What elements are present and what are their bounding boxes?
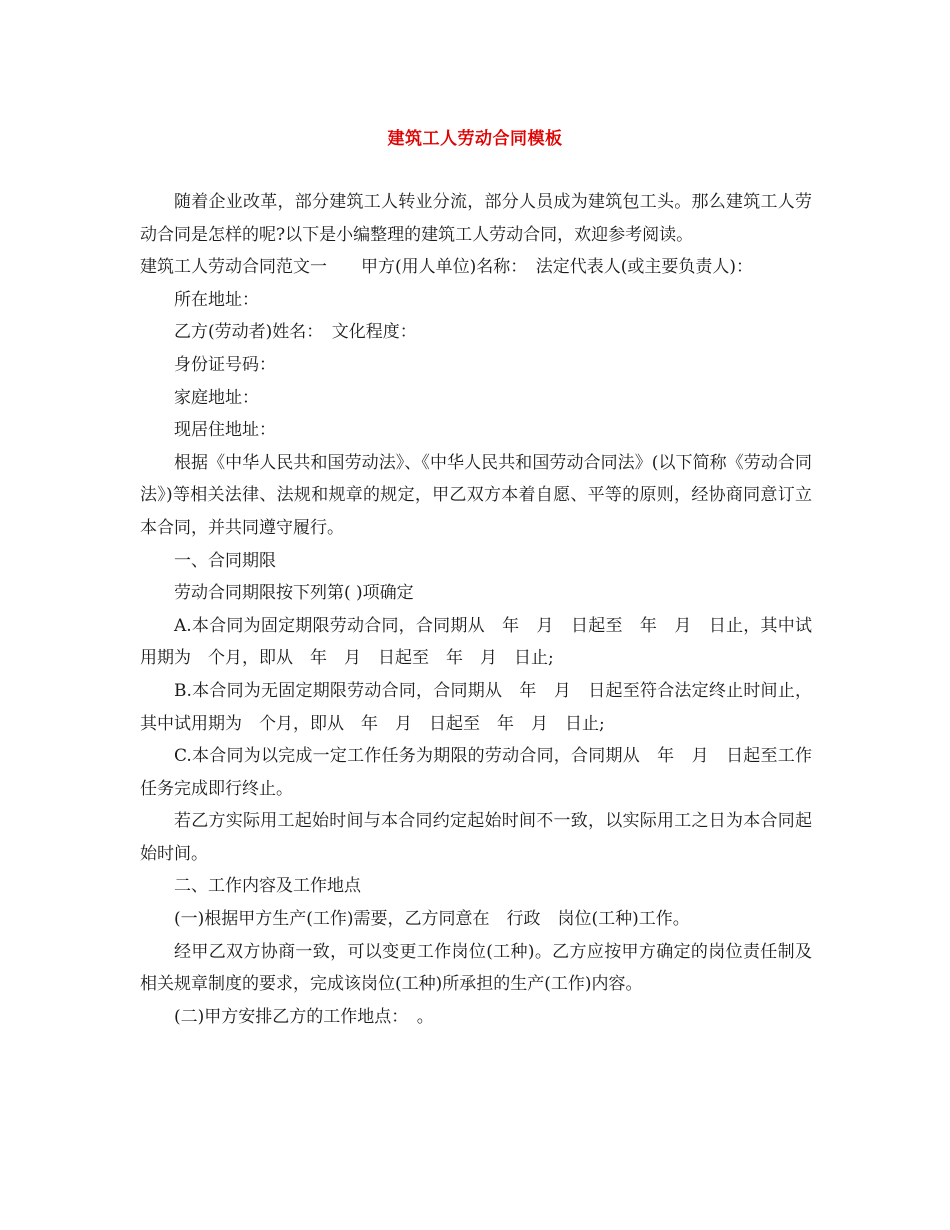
- section-heading-work-content: 二、工作内容及工作地点: [174, 876, 361, 897]
- paragraph-job-position: (一)根据甲方生产(工作)需要，乙方同意在 行政 岗位(工种)工作。: [174, 909, 690, 930]
- section-heading-contract-term: 一、合同期限: [174, 550, 276, 571]
- paragraph-id-number: 身份证号码：: [174, 354, 276, 375]
- paragraph-option-b: B.本合同为无固定期限劳动合同，合同期从 年 月 日起至符合法定终止时间止，其中试用期为 个月，即从 年 月 日起至 年 月 日止;: [140, 680, 812, 734]
- paragraph-party-a-address: 所在地址：: [174, 289, 259, 310]
- paragraph-party-b-name: 乙方(劳动者)姓名： 文化程度：: [174, 322, 417, 343]
- paragraph-home-address: 家庭地址：: [174, 387, 259, 408]
- paragraph-job-change: 经甲乙双方协商一致，可以变更工作岗位(工种)。乙方应按甲方确定的岗位责任制及相关规章制度的要求，完成该岗位(工种)所承担的生产(工作)内容。: [140, 941, 812, 995]
- paragraph-option-a: A.本合同为固定期限劳动合同，合同期从 年 月 日起至 年 月 日止，其中试用期为 个月，即从 年 月 日起至 年 月 日止;: [140, 615, 812, 669]
- paragraph-term-selection: 劳动合同期限按下列第( )项确定: [174, 583, 414, 604]
- paragraph-current-address: 现居住地址：: [174, 420, 276, 441]
- document-title: 建筑工人劳动合同模板: [387, 129, 563, 149]
- document-body: [140, 186, 812, 1033]
- paragraph-legal-basis: 根据《中华人民共和国劳动法》、《中华人民共和国劳动合同法》(以下简称《劳动合同法》)等相关法律、法规和规章的规定，甲乙双方本着自愿、平等的原则，经协商同意订立本合同，并共同遵守履行。: [140, 452, 812, 538]
- paragraph-intro: 随着企业改革，部分建筑工人转业分流，部分人员成为建筑包工头。那么建筑工人劳动合同是怎样的呢?以下是小编整理的建筑工人劳动合同，欢迎参考阅读。: [140, 192, 812, 245]
- paragraph-work-location: (二)甲方安排乙方的工作地点： 。: [174, 1006, 434, 1027]
- paragraph-sample-heading: 建筑工人劳动合同范文一 甲方(用人单位)名称： 法定代表人(或主要负责人)：: [140, 257, 754, 278]
- paragraph-option-c: C.本合同为以完成一定工作任务为期限的劳动合同，合同期从 年 月 日起至工作任务完成即行终止。: [140, 746, 812, 799]
- paragraph-start-time: 若乙方实际用工起始时间与本合同约定起始时间不一致，以实际用工之日为本合同起始时间。: [140, 811, 812, 864]
